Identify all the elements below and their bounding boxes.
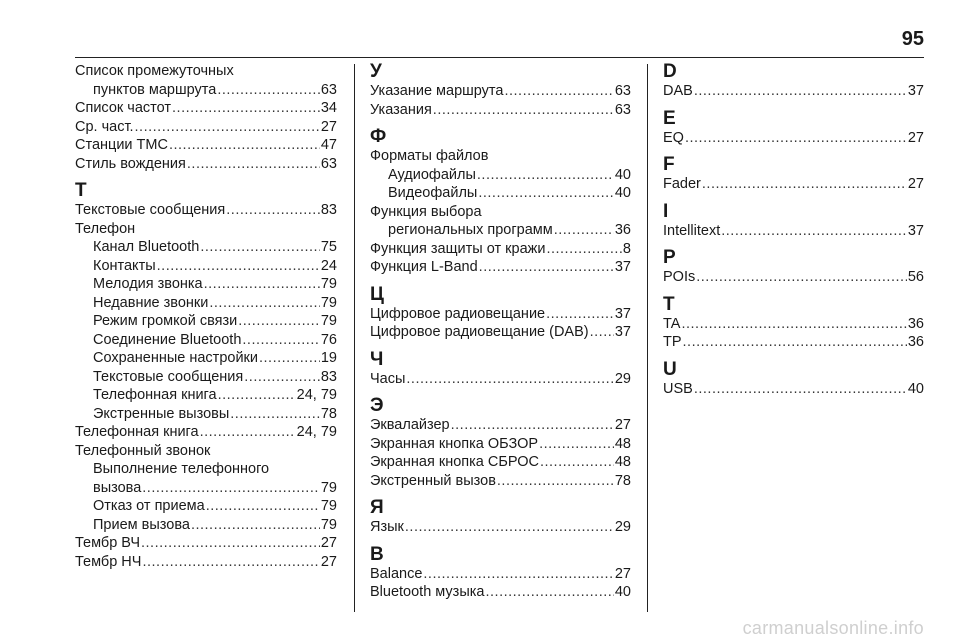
index-entry-term: Экстренные вызовы: [93, 405, 230, 422]
index-entry-page[interactable]: 24: [320, 257, 337, 274]
index-entry[interactable]: [370, 221, 631, 240]
index-entry-page[interactable]: 63: [614, 83, 631, 99]
index-entry-page[interactable]: 79: [320, 276, 337, 292]
index-entry-term: DAB: [663, 83, 693, 99]
index-entry-page[interactable]: 83: [320, 202, 337, 218]
index-entry-page[interactable]: 36: [907, 315, 924, 332]
index-entry[interactable]: [370, 565, 631, 584]
index-column-3: [663, 62, 924, 398]
index-entry[interactable]: [370, 258, 631, 277]
index-entry[interactable]: [663, 222, 924, 241]
index-entry[interactable]: [75, 349, 337, 368]
index-section-letter: У: [370, 61, 382, 82]
index-entry-page[interactable]: 63: [320, 155, 337, 172]
dot-leader: [135, 118, 320, 137]
index-entry-term: Аудиофайлы: [388, 166, 476, 183]
dot-leader: [546, 240, 621, 259]
index-entry-term: POIs: [663, 269, 696, 285]
index-entry-page[interactable]: 8: [622, 240, 631, 257]
index-entry-term: Стиль вождения: [75, 155, 186, 172]
index-entry-page[interactable]: 56: [907, 269, 924, 285]
dot-leader: [423, 565, 613, 584]
index-entry-term: вызова: [93, 479, 142, 496]
index-section-letter: D: [663, 61, 677, 82]
index-entry-term: Телефонная книга: [93, 387, 217, 403]
index-entry-term: Bluetooth музыка: [370, 584, 485, 600]
index-entry-term: Станции TMC: [75, 137, 168, 153]
index-entry-term: Ср. част.: [75, 118, 134, 135]
index-section-letter: T: [663, 293, 675, 315]
index-entry[interactable]: [75, 368, 337, 387]
dot-leader: [191, 516, 320, 535]
index-entry-term: Экранная кнопка ОБЗОР: [370, 435, 539, 452]
dot-leader: [242, 331, 319, 350]
index-entry-page[interactable]: 40: [614, 584, 631, 600]
dot-leader: [539, 435, 614, 454]
dot-leader: [721, 222, 907, 241]
index-entry-page[interactable]: 27: [614, 417, 631, 433]
index-entry-page[interactable]: 79: [320, 498, 337, 514]
index-entry[interactable]: [75, 479, 337, 498]
index-entry[interactable]: [75, 497, 337, 516]
dot-leader: [157, 257, 320, 276]
index-entry-term: Fader: [663, 176, 701, 192]
dot-leader: [230, 405, 320, 424]
dot-leader: [209, 294, 320, 313]
index-entry-term: Intellitext: [663, 222, 721, 239]
index-entry-page[interactable]: 79: [320, 313, 337, 329]
dot-leader: [694, 82, 907, 101]
dot-leader: [433, 101, 614, 120]
index-entry[interactable]: [663, 315, 924, 334]
index-entry[interactable]: [370, 370, 631, 389]
index-entry[interactable]: [75, 257, 337, 276]
index-entry-page[interactable]: 24, 79: [296, 424, 337, 440]
index-entry[interactable]: [75, 331, 337, 350]
index-entry-term: Тембр ВЧ: [75, 535, 140, 551]
dot-leader: [451, 416, 614, 435]
index-entry[interactable]: [75, 118, 337, 137]
page-number: 95: [901, 28, 924, 50]
dot-leader: [141, 534, 320, 553]
dot-leader: [702, 175, 907, 194]
index-entry-page[interactable]: 47: [320, 137, 337, 153]
dot-leader: [204, 275, 320, 294]
index-entry[interactable]: [370, 435, 631, 454]
index-section-letter: Т: [75, 180, 87, 201]
dot-leader: [200, 423, 296, 442]
index-entry-page[interactable]: 78: [320, 405, 337, 422]
dot-leader: [479, 258, 614, 277]
index-entry-term: Экстренный вызов: [370, 472, 496, 489]
index-entry-term: Список частот: [75, 100, 172, 116]
index-entry-term: Указание маршрута: [370, 83, 504, 99]
index-entry[interactable]: [75, 534, 337, 553]
index-entry-page[interactable]: 37: [614, 324, 631, 340]
index-entry-page[interactable]: 27: [320, 553, 337, 570]
index-entry[interactable]: [663, 380, 924, 399]
index-entry-term: Режим громкой связи: [93, 313, 238, 329]
index-heading: Телефонный звонок: [75, 442, 211, 459]
index-entry-term: TA: [663, 315, 681, 332]
dot-leader: [406, 370, 613, 389]
dot-leader: [238, 312, 320, 331]
index-entry-page[interactable]: 79: [320, 479, 337, 496]
index-section-letter: B: [370, 543, 384, 565]
index-entry[interactable]: [75, 405, 337, 424]
index-heading: Выполнение телефонного: [93, 461, 270, 477]
index-entry-page[interactable]: 79: [320, 294, 337, 311]
index-entry-page[interactable]: 19: [320, 350, 337, 366]
index-entry[interactable]: [370, 453, 631, 472]
index-entry-page[interactable]: 24, 79: [296, 387, 337, 403]
dot-leader: [477, 166, 614, 185]
index-entry-page[interactable]: 37: [907, 83, 924, 99]
index-entry-page[interactable]: 40: [907, 380, 924, 397]
index-section-letter: Ч: [370, 348, 384, 370]
dot-leader: [546, 305, 614, 324]
index-entry[interactable]: [370, 305, 631, 324]
dot-leader: [478, 184, 614, 203]
index-entry-term: USB: [663, 380, 693, 397]
index-entry-page[interactable]: 36: [614, 222, 631, 238]
dot-leader: [169, 136, 320, 155]
index-entry-term: Прием вызова: [93, 516, 190, 533]
index-heading: Телефон: [75, 220, 136, 237]
index-entry-term: Экранная кнопка СБРОС: [370, 454, 539, 470]
index-entry[interactable]: [370, 101, 631, 120]
dot-leader: [540, 453, 614, 472]
index-entry-term: Телефонная книга: [75, 424, 199, 440]
dot-leader: [504, 82, 613, 101]
dot-leader: [142, 553, 319, 572]
column-divider-2: [647, 64, 648, 612]
index-entry-term: Мелодия звонка: [93, 276, 203, 292]
index-entry-term: Эквалайзер: [370, 417, 450, 433]
dot-leader: [218, 386, 296, 405]
index-entry-term: Цифровое радиовещание (DAB): [370, 324, 589, 340]
index-entry-term: Функция L-Band: [370, 259, 478, 275]
index-entry-page[interactable]: 27: [907, 129, 924, 146]
index-entry[interactable]: [370, 240, 631, 259]
dot-leader: [696, 268, 907, 287]
index-entry-page[interactable]: 40: [614, 185, 631, 201]
index-entry-page[interactable]: 48: [614, 435, 631, 452]
dot-leader: [683, 333, 907, 352]
index-entry-term: Язык: [370, 519, 404, 535]
index-section-letter: E: [663, 107, 676, 129]
index-entry-term: Текстовые сообщения: [93, 368, 244, 385]
index-entry[interactable]: [75, 275, 337, 294]
index-entry[interactable]: [75, 294, 337, 313]
index-entry[interactable]: [370, 518, 631, 537]
index-entry-page[interactable]: 27: [320, 118, 337, 135]
index-entry-term: Сохраненные настройки: [93, 350, 258, 366]
index-entry-page[interactable]: 36: [907, 334, 924, 350]
index-section-letter: Ф: [370, 126, 387, 147]
index-entry[interactable]: [75, 423, 337, 442]
index-entry-term: Часы: [370, 370, 406, 387]
index-entry[interactable]: [370, 583, 631, 602]
dot-leader: [554, 221, 614, 240]
index-entry[interactable]: [370, 472, 631, 491]
index-entry-page[interactable]: 63: [614, 101, 631, 118]
index-entry-page[interactable]: 27: [614, 565, 631, 582]
index-entry[interactable]: [75, 553, 337, 572]
dot-leader: [187, 155, 320, 174]
index-entry-term: Текстовые сообщения: [75, 202, 226, 218]
index-entry-term: Соединение Bluetooth: [93, 331, 242, 348]
index-entry-page[interactable]: 34: [320, 100, 337, 116]
dot-leader: [485, 583, 613, 602]
index-entry[interactable]: [75, 386, 337, 405]
index-section-letter: I: [663, 200, 669, 222]
dot-leader: [590, 323, 614, 342]
index-entry-page[interactable]: 78: [614, 472, 631, 489]
index-entry-page[interactable]: 79: [320, 516, 337, 533]
index-section-letter: Э: [370, 395, 384, 416]
index-entry-term: Указания: [370, 101, 432, 118]
index-heading: Список промежуточных: [75, 63, 234, 79]
index-section-letter: U: [663, 358, 677, 380]
index-entry-page[interactable]: 83: [320, 368, 337, 385]
dot-leader: [226, 201, 320, 220]
index-entry-page[interactable]: 63: [320, 81, 337, 98]
index-entry[interactable]: [370, 323, 631, 342]
dot-leader: [217, 81, 320, 100]
index-entry[interactable]: [75, 516, 337, 535]
index-entry-page[interactable]: 29: [614, 519, 631, 535]
index-entry-term: Функция защиты от кражи: [370, 240, 546, 257]
dot-leader: [685, 129, 907, 148]
index-entry-term: EQ: [663, 129, 684, 146]
index-heading: Функция выбора: [370, 203, 482, 220]
index-entry[interactable]: [663, 129, 924, 148]
index-entry[interactable]: [75, 99, 337, 118]
dot-leader: [172, 99, 320, 118]
index-entry-term: Тембр НЧ: [75, 553, 142, 570]
dot-leader: [206, 497, 320, 516]
column-divider-1: [354, 64, 355, 612]
index-entry-term: TP: [663, 334, 682, 350]
index-entry[interactable]: [663, 175, 924, 194]
index-entry-term: региональных программ: [388, 222, 553, 238]
index-entry[interactable]: [370, 166, 631, 185]
index-entry[interactable]: [75, 238, 337, 257]
dot-leader: [244, 368, 320, 387]
dot-leader: [200, 238, 320, 257]
index-entry[interactable]: [663, 268, 924, 287]
index-entry[interactable]: [370, 82, 631, 101]
index-entry-term: Цифровое радиовещание: [370, 305, 546, 322]
dot-leader: [694, 380, 907, 399]
dot-leader: [259, 349, 320, 368]
index-entry[interactable]: [663, 82, 924, 101]
index-entry-page[interactable]: 37: [614, 305, 631, 322]
index-heading: Форматы файлов: [370, 148, 489, 164]
index-entry[interactable]: [75, 155, 337, 174]
index-column-1: [75, 62, 337, 571]
index-entry-page[interactable]: 29: [614, 370, 631, 387]
dot-leader: [497, 472, 614, 491]
index-entry-term: Недавние звонки: [93, 294, 209, 311]
index-entry[interactable]: [370, 184, 631, 203]
index-entry[interactable]: [663, 333, 924, 352]
watermark: carmanualsonline.info: [742, 618, 924, 638]
index-entry[interactable]: [75, 312, 337, 331]
index-section-letter: F: [663, 154, 675, 175]
index-entry[interactable]: [75, 81, 337, 100]
dot-leader: [142, 479, 320, 498]
index-entry-page[interactable]: 40: [614, 166, 631, 183]
dot-leader: [681, 315, 906, 334]
dot-leader: [405, 518, 614, 537]
index-entry[interactable]: [75, 201, 337, 220]
index-entry-term: Balance: [370, 565, 423, 582]
header-rule: [75, 57, 924, 58]
index-section-letter: Я: [370, 497, 384, 518]
index-entry-page[interactable]: 27: [907, 176, 924, 192]
index-column-2: [370, 62, 631, 602]
index-entry-term: Контакты: [93, 257, 156, 274]
index-entry-term: Канал Bluetooth: [93, 239, 200, 255]
index-entry-page[interactable]: 48: [614, 454, 631, 470]
index-section-letter: Ц: [370, 283, 384, 305]
index-entry-term: Видеофайлы: [388, 185, 478, 201]
index-entry[interactable]: [370, 416, 631, 435]
index-entry-page[interactable]: 27: [320, 535, 337, 551]
index-entry-page[interactable]: 37: [614, 259, 631, 275]
index-entry-term: пунктов маршрута: [93, 81, 217, 98]
index-entry-page[interactable]: 37: [907, 222, 924, 239]
index-entry-page[interactable]: 75: [320, 239, 337, 255]
index-entry-page[interactable]: 76: [320, 331, 337, 348]
index-section-letter: P: [663, 247, 676, 268]
index-entry-term: Отказ от приема: [93, 498, 205, 514]
index-entry[interactable]: [75, 136, 337, 155]
